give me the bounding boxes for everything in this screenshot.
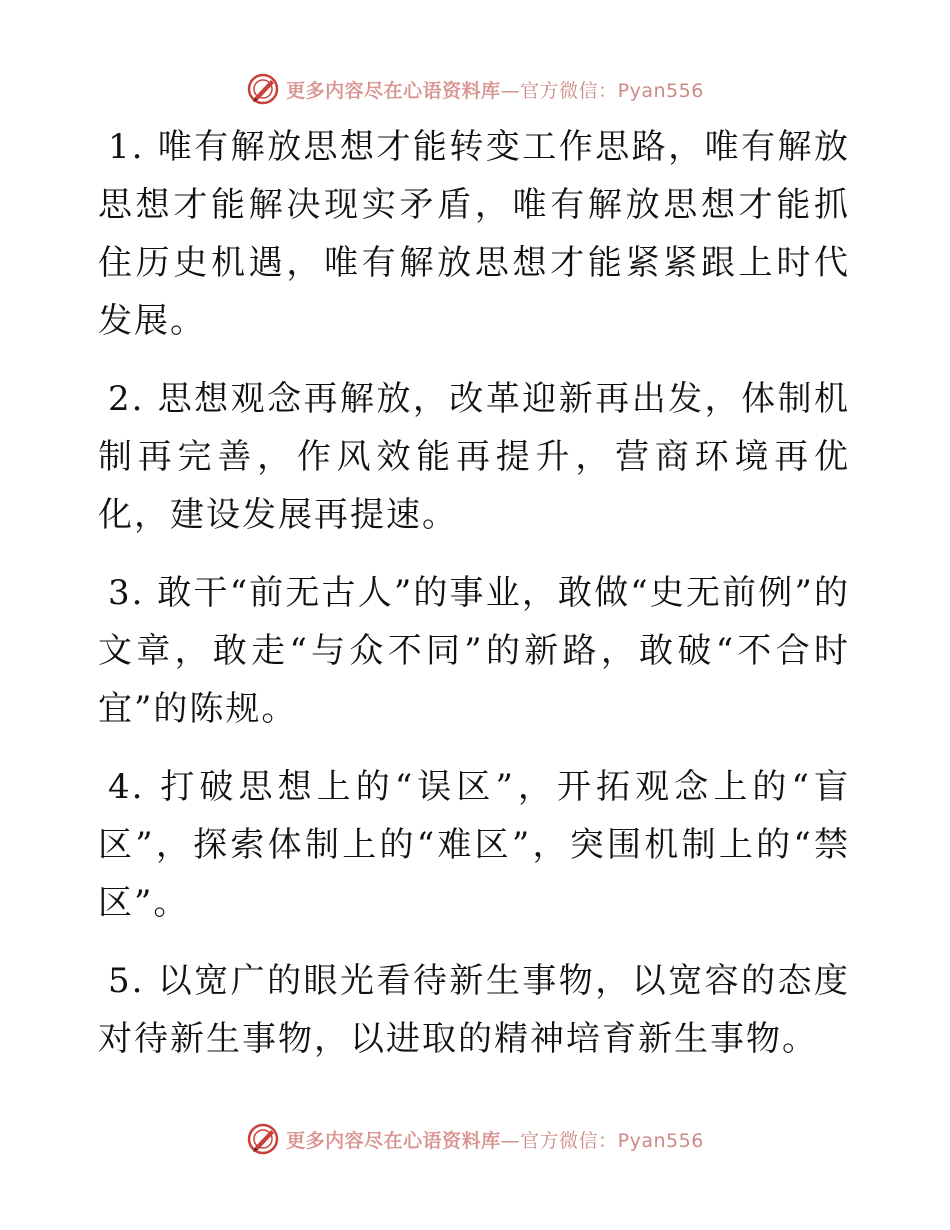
watermark-wechat-text: —官方微信：Pyan556 [500,79,704,102]
pen-logo-icon [246,72,280,106]
watermark-wechat-text: —官方微信：Pyan556 [500,1129,704,1152]
paragraph-4: 4. 打破思想上的“误区”，开拓观念上的“盲区”，探索体制上的“难区”，突围机制上的“禁区”。 [98,767,850,923]
paragraph-2: 2. 思想观念再解放，改革迎新再出发，体制机制再完善，作风效能再提升，营商环境再优化，建设发展再提速。 [98,379,850,535]
header-watermark [0,72,950,106]
footer-watermark [0,1122,950,1156]
watermark-main-text: 更多内容尽在心语资料库 [286,1129,501,1152]
pen-logo-icon [246,1122,280,1156]
paragraph-1: 1. 唯有解放思想才能转变工作思路，唯有解放思想才能解决现实矛盾，唯有解放思想才能抓住历史机遇，唯有解放思想才能紧紧跟上时代发展。 [98,127,850,341]
paragraph-3: 3. 敢干“前无古人”的事业，敢做“史无前例”的文章，敢走“与众不同”的新路，敢破“不合时宜”的陈规。 [98,573,850,729]
watermark-main-text: 更多内容尽在心语资料库 [286,79,501,102]
document-body [98,118,850,1088]
paragraph-5: 5. 以宽广的眼光看待新生事物，以宽容的态度对待新生事物，以进取的精神培育新生事物。 [98,961,850,1059]
